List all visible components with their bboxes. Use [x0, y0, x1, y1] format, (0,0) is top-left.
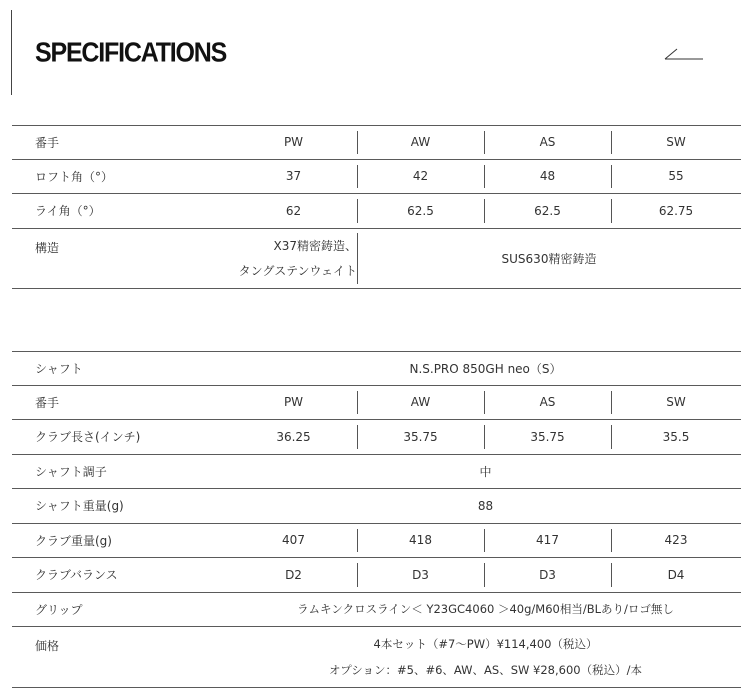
- cell-value: 35.75: [530, 429, 565, 444]
- table-row-shaft: [12, 351, 741, 386]
- col-pw: PW: [283, 395, 304, 410]
- cell-value: D3: [412, 567, 429, 582]
- price-line2: オプション：#5、#6、AW、AS、SW ¥28,600（税込）/本: [329, 663, 642, 677]
- cell-price: [230, 627, 741, 687]
- table-row-club-weight: [12, 524, 741, 559]
- cell-value: 62.75: [658, 203, 694, 218]
- row-label: クラブバランス: [35, 568, 118, 583]
- cell-value: ラムキンクロスライン＜ Y23GC4060 ＞40g/M60相当/BLあり/ロゴ無し: [297, 602, 674, 617]
- cell-value: 中: [479, 464, 492, 479]
- price-line1: 4本セット（#7〜PW）¥114,400（税込）: [373, 637, 598, 651]
- row-label: 番手: [35, 395, 60, 410]
- row-label: シャフト: [35, 361, 83, 376]
- construction-pw-line2: タングステンウェイト: [238, 264, 357, 278]
- cell-value: 35.75: [403, 429, 438, 444]
- cell-value: 88: [477, 498, 494, 513]
- table-row-lie: [12, 194, 741, 229]
- cell-value: D4: [667, 567, 685, 582]
- table-row-grip: [12, 593, 741, 628]
- row-label: ライ角（°）: [35, 204, 101, 219]
- row-label: 価格: [35, 639, 60, 653]
- table-row-length: [12, 420, 741, 455]
- back-arrow-icon[interactable]: [663, 45, 705, 61]
- table-row-loft: [12, 160, 741, 195]
- cell-value: 62.5: [407, 203, 434, 218]
- cell-value: 418: [409, 533, 432, 548]
- col-as: AS: [539, 395, 556, 410]
- cell-value: 48: [539, 169, 556, 184]
- cell-value: 62: [285, 203, 302, 218]
- cell-value: D2: [285, 567, 302, 582]
- cell-value: 37: [285, 169, 302, 184]
- page-title: SPECIFICATIONS: [35, 37, 227, 69]
- row-label: 番手: [35, 135, 60, 150]
- cell-construction-others: SUS630精密鋳造: [501, 251, 597, 266]
- spec-table-head: [12, 125, 741, 289]
- row-label: ロフト角（°）: [35, 169, 114, 184]
- cell-value: N.S.PRO 850GH neo（S）: [409, 361, 562, 376]
- construction-pw-line1: X37精密鋳造、: [273, 239, 357, 253]
- table-row-flex: [12, 455, 741, 490]
- table-row-shaft-weight: [12, 489, 741, 524]
- cell-value: 423: [664, 533, 688, 548]
- table-row-number: [12, 125, 741, 160]
- cell-value: 407: [282, 533, 305, 548]
- spec-table-shaft: [12, 351, 741, 688]
- cell-value: 35.5: [662, 429, 690, 444]
- table-row-price: [12, 627, 741, 688]
- cell-construction-pw: [212, 229, 357, 288]
- row-label: クラブ重量(g): [35, 533, 112, 548]
- col-as: AS: [539, 135, 556, 150]
- row-label: グリップ: [35, 602, 83, 617]
- cell-value: 42: [412, 169, 429, 184]
- table-row-construction: [12, 229, 741, 289]
- cell-value: 55: [668, 169, 684, 184]
- cell-value: 417: [536, 533, 559, 548]
- cell-value: 36.25: [276, 429, 311, 444]
- row-label: シャフト重量(g): [35, 499, 124, 514]
- left-rule: [11, 10, 12, 95]
- row-label: シャフト調子: [35, 464, 107, 479]
- col-aw: AW: [410, 135, 431, 150]
- col-aw: AW: [410, 395, 431, 410]
- cell-value: 62.5: [534, 203, 561, 218]
- cell-value: D3: [539, 567, 556, 582]
- row-label: クラブ長さ(インチ): [35, 430, 141, 445]
- col-sw: SW: [666, 395, 686, 410]
- table-row-number: [12, 386, 741, 421]
- row-label: 構造: [35, 240, 60, 255]
- col-pw: PW: [283, 135, 304, 150]
- table-row-balance: [12, 558, 741, 593]
- col-sw: SW: [666, 135, 686, 150]
